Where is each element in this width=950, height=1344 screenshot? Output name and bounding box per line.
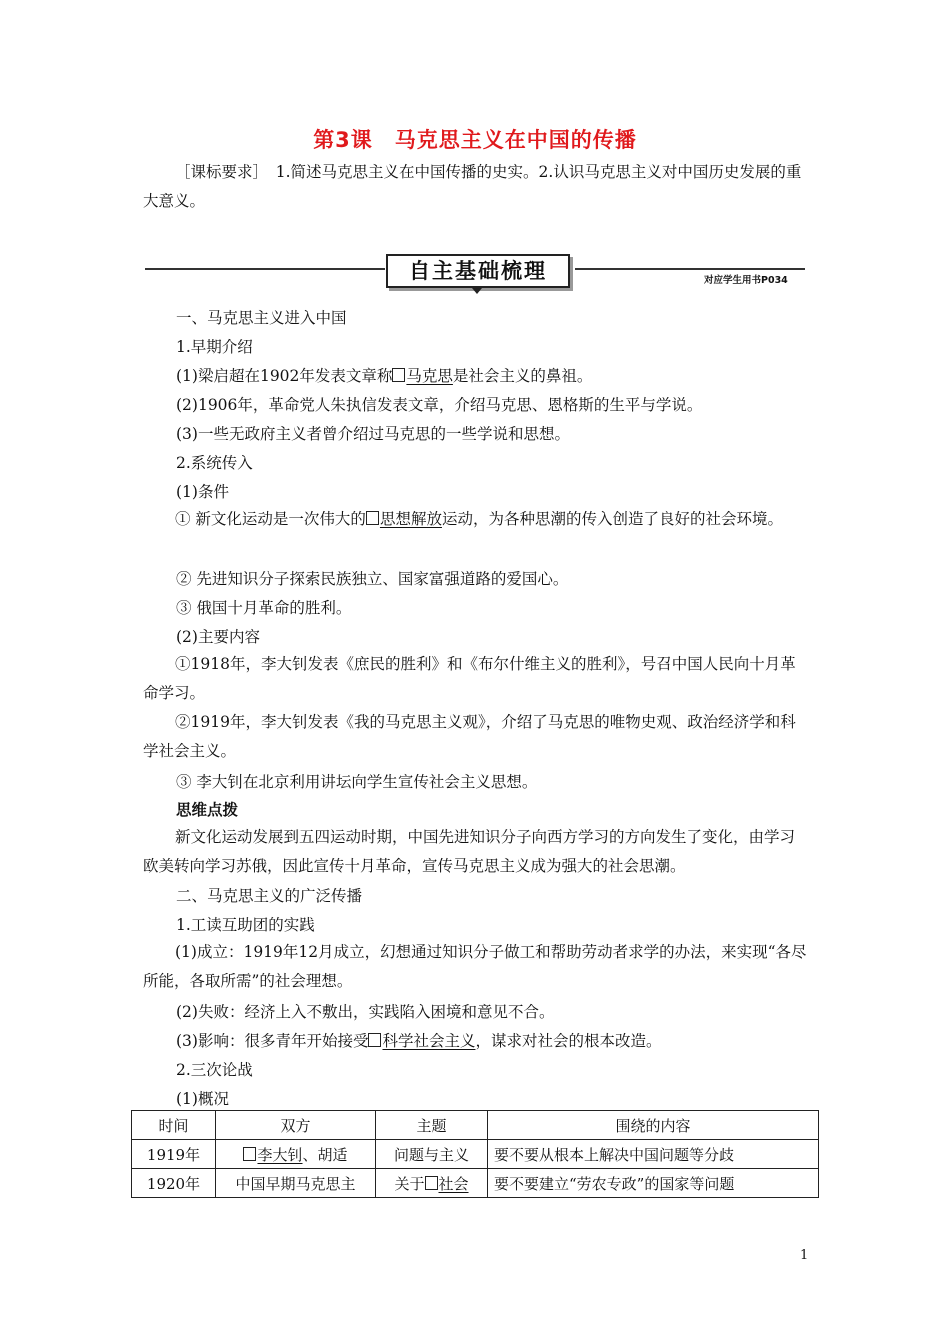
table-cell-sides-fill: 李大钊 (257, 1145, 303, 1164)
content-3: ③ 李大钊在北京利用讲坛向学生宣传社会主义思想。 (176, 773, 538, 791)
banner-rule-left (145, 268, 385, 270)
condition-3: ③ 俄国十月革命的胜利。 (176, 599, 352, 617)
table-cell-topic (376, 1169, 488, 1198)
early-item-2: (2)1906年，革命党人朱执信发表文章，介绍马克思、恩格斯的生平与学说。 (176, 396, 703, 414)
table-header: 时间 (132, 1111, 216, 1140)
fill-box-icon (392, 368, 405, 382)
thinking-text: 新文化运动发展到五四运动时期，中国先进知识分子向西方学习的方向发生了变化，由学习欧美转向学习苏俄，因此宣传十月革命，宣传马克思主义成为强大的社会思潮。 (143, 828, 796, 875)
systematic-heading: 2.系统传入 (176, 454, 253, 472)
table-cell-time: 1920年 (132, 1169, 216, 1198)
workstudy-item-3-pre: (3)影响：很多青年开始接受 (176, 1032, 369, 1050)
table-cell-sides (216, 1140, 376, 1169)
early-item-1-fill: 马克思 (406, 367, 453, 385)
conditions-heading: (1)条件 (176, 483, 229, 501)
table-cell-topic-pre: 关于 (394, 1174, 425, 1193)
fill-box-icon (366, 511, 379, 525)
workstudy-item-3-post: ，谋求对社会的根本改造。 (475, 1032, 662, 1050)
page-title: 第3课 马克思主义在中国的传播 (313, 128, 637, 152)
page-number: 1 (800, 1248, 809, 1263)
section-banner: 自主基础梳理 (386, 254, 570, 288)
workstudy-item-1: (1)成立：1919年12月成立，幻想通过知识分子做工和帮助劳动者求学的办法，来实现“各尽所能，各取所需”的社会理想。 (143, 943, 807, 990)
condition-2: ② 先进知识分子探索民族独立、国家富强道路的爱国心。 (176, 570, 569, 588)
content-heading: (2)主要内容 (176, 628, 260, 646)
table-cell-content: 要不要建立“劳农专政”的国家等问题 (488, 1169, 819, 1198)
early-heading: 1.早期介绍 (176, 338, 253, 356)
workstudy-item-3-fill: 科学社会主义 (382, 1032, 476, 1050)
banner-reference: 对应学生用书P034 (704, 275, 788, 286)
banner-rule-right (575, 268, 805, 270)
curriculum-requirements (143, 158, 809, 216)
table-cell-time: 1919年 (132, 1140, 216, 1169)
workstudy-item-2: (2)失败：经济上入不敷出，实践陷入困境和意见不合。 (176, 1003, 555, 1021)
table-row (132, 1140, 819, 1169)
curriculum-label: ［课标要求］ (175, 163, 261, 181)
table-cell-content: 要不要从根本上解决中国问题等分歧 (488, 1140, 819, 1169)
early-item-1-pre: (1)梁启超在1902年发表文章称 (176, 367, 393, 385)
fill-box-icon (425, 1176, 438, 1190)
debates-overview: (1)概况 (176, 1090, 229, 1108)
table-row (132, 1169, 819, 1198)
debates-table (131, 1110, 819, 1198)
table-cell-sides: 中国早期马克思主 (216, 1169, 376, 1198)
table-cell-topic-fill: 社会 (438, 1174, 469, 1193)
banner-pointer-icon (472, 288, 482, 294)
debates-heading: 2.三次论战 (176, 1061, 253, 1079)
content-1: ①1918年，李大钊发表《庶民的胜利》和《布尔什维主义的胜利》，号召中国人民向十月革命学习。 (143, 655, 796, 702)
table-cell-sides-post: 、胡适 (302, 1145, 348, 1164)
content-2: ②1919年，李大钊发表《我的马克思主义观》，介绍了马克思的唯物史观、政治经济学和科学社会主义。 (143, 713, 796, 760)
early-item-1-post: 是社会主义的鼻祖。 (452, 367, 593, 385)
early-item-3: (3)一些无政府主义者曾介绍过马克思的一些学说和思想。 (176, 425, 570, 443)
table-header-row (132, 1111, 819, 1140)
fill-box-icon (368, 1033, 381, 1047)
table-header: 双方 (216, 1111, 376, 1140)
fill-box-icon (243, 1147, 256, 1161)
condition-1 (143, 505, 809, 534)
condition-1-post: 运动，为各种思潮的传入创造了良好的社会环境。 (441, 510, 783, 528)
table-cell-topic: 问题与主义 (376, 1140, 488, 1169)
section1-heading: 一、马克思主义进入中国 (176, 309, 347, 327)
condition-1-fill: 思想解放 (379, 510, 442, 528)
early-item-1 (176, 366, 592, 386)
thinking-heading: 思维点拨 (176, 801, 239, 819)
workstudy-heading: 1.工读互助团的实践 (176, 916, 315, 934)
workstudy-item-3 (176, 1031, 662, 1051)
table-header: 主题 (376, 1111, 488, 1140)
section2-heading: 二、马克思主义的广泛传播 (176, 887, 363, 905)
condition-1-pre: ① 新文化运动是一次伟大的 (175, 510, 366, 528)
table-header: 围绕的内容 (488, 1111, 819, 1140)
curriculum-text: 1.简述马克思主义在中国传播的史实。2.认识马克思主义对中国历史发展的重大意义。 (143, 163, 802, 210)
